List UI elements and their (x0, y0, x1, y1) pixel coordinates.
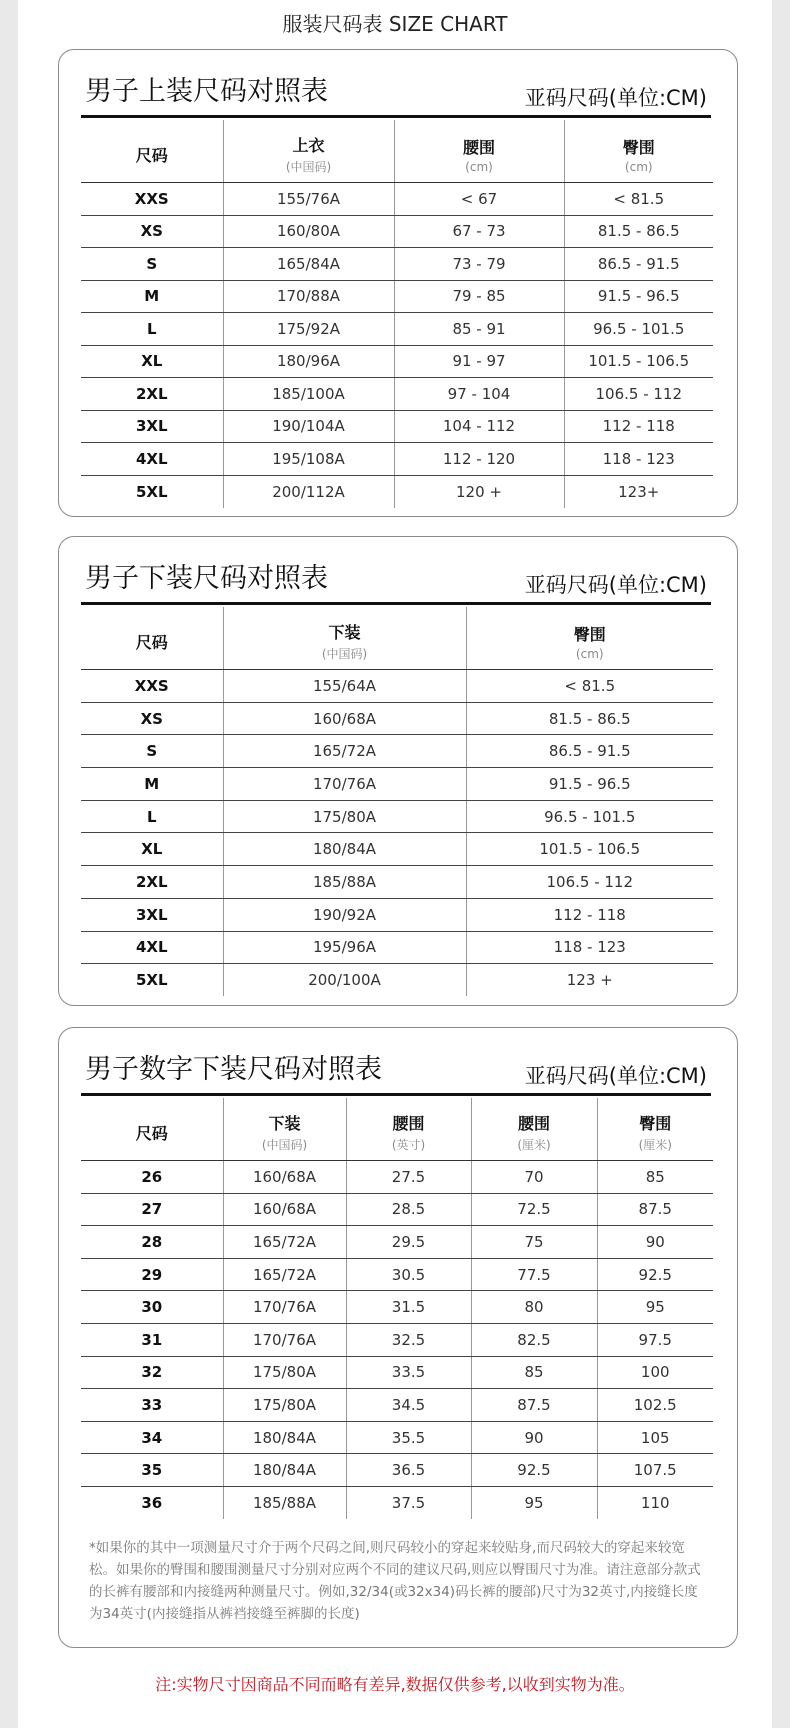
column-header (394, 120, 564, 183)
value-cell: 170/88A (223, 280, 394, 313)
value-cell: 32.5 (346, 1323, 471, 1356)
column-header (223, 607, 466, 670)
table-row (81, 1356, 713, 1389)
bottoms-card-title: 男子下装尺码对照表 (85, 563, 328, 594)
value-cell: 118 - 123 (564, 443, 713, 476)
column-header-label: 上衣 (292, 136, 325, 155)
value-cell: 91 - 97 (394, 345, 564, 378)
value-cell: 185/88A (223, 866, 466, 899)
value-cell: 185/88A (223, 1486, 346, 1519)
table-row (81, 768, 713, 801)
value-cell: 190/92A (223, 898, 466, 931)
column-header-label: 臀围 (622, 137, 655, 157)
table-row (81, 702, 713, 735)
column-header-label: 臀围 (639, 1114, 672, 1133)
header-rule (81, 602, 711, 605)
table-row (81, 1454, 713, 1487)
value-cell: 160/68A (223, 1161, 346, 1194)
value-cell: 95 (597, 1291, 713, 1324)
measurement-note: *如果你的其中一项测量尺寸介于两个尺码之间,则尺码较小的穿起来较贴身,而尺码较大的穿起来较宽松。如果你的臀围和腰围测量尺寸分别对应两个不同的建议尺码,则应以臀围尺寸为准。请注意部分款式的长裤有腰部和内接缝两种测量尺寸。例如,32/34(或32x34)码长裤的腰部)尺寸为32英寸,内接缝长度为34英寸(内接缝指从裤裆接缝至裤脚的长度) (89, 1540, 701, 1622)
value-cell: 85 - 91 (394, 313, 564, 346)
right-border-pattern (772, 0, 790, 1728)
size-cell: XXS (81, 670, 223, 703)
size-cell: XL (81, 833, 223, 866)
table-row (81, 345, 713, 378)
value-cell: 175/80A (223, 800, 466, 833)
tops-size-card (58, 49, 738, 517)
value-cell: 79 - 85 (394, 280, 564, 313)
size-cell: 28 (81, 1226, 223, 1259)
size-cell: 29 (81, 1258, 223, 1291)
size-cell: 3XL (81, 410, 223, 443)
column-header-label: 尺码 (135, 145, 168, 165)
value-cell: 72.5 (471, 1193, 597, 1226)
tops-card-unit: 亚码尺码(单位:CM) (524, 86, 707, 110)
value-cell: 67 - 73 (394, 215, 564, 248)
value-cell: 165/72A (223, 735, 466, 768)
size-cell: XL (81, 345, 223, 378)
value-cell: 112 - 118 (564, 410, 713, 443)
column-header-label: 腰围 (392, 1114, 425, 1133)
value-cell: 101.5 - 106.5 (564, 345, 713, 378)
table-row (81, 898, 713, 931)
value-cell: 87.5 (471, 1389, 597, 1422)
value-cell: 36.5 (346, 1454, 471, 1487)
value-cell: 106.5 - 112 (466, 866, 713, 899)
value-cell: 106.5 - 112 (564, 378, 713, 411)
value-cell: 31.5 (346, 1291, 471, 1324)
value-cell: 195/96A (223, 931, 466, 964)
value-cell: 160/80A (223, 215, 394, 248)
value-cell: 77.5 (471, 1258, 597, 1291)
size-cell: 31 (81, 1323, 223, 1356)
size-cell: 36 (141, 1493, 163, 1512)
value-cell: 123 + (466, 964, 713, 997)
header-rule (81, 115, 711, 118)
numeric-size-card (58, 1027, 738, 1648)
column-header (223, 1098, 346, 1161)
column-header (471, 1098, 597, 1161)
tops-card-header (81, 64, 711, 118)
column-header-unit: (中国码) (261, 1138, 308, 1152)
value-cell: 105 (597, 1421, 713, 1454)
size-cell: 27 (81, 1193, 223, 1226)
column-header (564, 120, 713, 183)
size-cell: S (81, 735, 223, 768)
value-cell: 27.5 (346, 1161, 471, 1194)
size-cell: M (81, 280, 223, 313)
column-header-unit: (cm) (624, 159, 653, 174)
table-row (81, 378, 713, 411)
table-row (81, 313, 713, 346)
value-cell: 97 - 104 (394, 378, 564, 411)
table-row (81, 964, 713, 997)
table-row (81, 1161, 713, 1194)
table-row (81, 215, 713, 248)
size-cell: 34 (81, 1421, 223, 1454)
bottoms-size-table (81, 607, 713, 996)
value-cell: 185/100A (223, 378, 394, 411)
value-cell: 155/76A (223, 183, 394, 216)
value-cell: 91.5 - 96.5 (466, 768, 713, 801)
column-header-unit: (中国码) (321, 647, 368, 661)
table-row (81, 1258, 713, 1291)
value-cell: 175/92A (223, 313, 394, 346)
table-row (81, 800, 713, 833)
value-cell: 170/76A (223, 1323, 346, 1356)
column-header-label: 尺码 (135, 1123, 168, 1143)
value-cell: 85 (597, 1161, 713, 1194)
page-title: 服装尺码表 SIZE CHART (282, 12, 508, 36)
value-cell: 92.5 (471, 1454, 597, 1487)
value-cell: 165/84A (223, 248, 394, 281)
size-cell: 35 (81, 1454, 223, 1487)
value-cell: 180/84A (223, 1421, 346, 1454)
column-header-unit: (cm) (575, 646, 604, 661)
column-header (223, 120, 394, 183)
bottoms-card-header (81, 551, 711, 605)
value-cell: 90 (597, 1226, 713, 1259)
value-cell: 165/72A (223, 1226, 346, 1259)
value-cell: 87.5 (597, 1193, 713, 1226)
size-cell: XXS (81, 183, 223, 216)
column-header (81, 1098, 223, 1161)
value-cell: < 81.5 (564, 183, 713, 216)
value-cell: 104 - 112 (394, 410, 564, 443)
value-cell: 170/76A (223, 768, 466, 801)
value-cell: < 81.5 (466, 670, 713, 703)
table-row (81, 1193, 713, 1226)
column-header-unit: (厘米) (517, 1138, 551, 1152)
value-cell: 97.5 (597, 1323, 713, 1356)
value-cell: 102.5 (597, 1389, 713, 1422)
size-cell: 32 (81, 1356, 223, 1389)
column-header (81, 607, 223, 670)
table-row (81, 833, 713, 866)
size-cell: 5XL (135, 482, 168, 501)
size-cell: 4XL (81, 931, 223, 964)
value-cell: 29.5 (346, 1226, 471, 1259)
table-row (81, 183, 713, 216)
value-cell: 120 + (394, 475, 564, 508)
column-header-label: 腰围 (462, 137, 495, 157)
disclaimer-footnote: 注:实物尺寸因商品不同而略有差异,数据仅供参考,以收到实物为准。 (155, 1675, 635, 1694)
value-cell: 190/104A (223, 410, 394, 443)
value-cell: 110 (597, 1486, 713, 1519)
value-cell: 160/68A (223, 1193, 346, 1226)
numeric-card-header (81, 1042, 711, 1096)
table-row (81, 410, 713, 443)
size-cell: 3XL (81, 898, 223, 931)
size-cell: XS (81, 215, 223, 248)
value-cell: 85 (471, 1356, 597, 1389)
size-cell: 4XL (81, 443, 223, 476)
column-header-label: 臀围 (573, 624, 606, 644)
value-cell: 75 (471, 1226, 597, 1259)
column-header-unit: (cm) (465, 159, 493, 174)
value-cell: 180/84A (223, 1454, 346, 1487)
value-cell: 200/112A (223, 475, 394, 508)
size-cell: L (81, 313, 223, 346)
value-cell: 90 (471, 1421, 597, 1454)
size-cell: 5XL (135, 971, 168, 990)
value-cell: 155/64A (223, 670, 466, 703)
size-cell: S (81, 248, 223, 281)
column-header-label: 腰围 (517, 1114, 550, 1133)
value-cell: 180/84A (223, 833, 466, 866)
value-cell: 81.5 - 86.5 (564, 215, 713, 248)
value-cell: 200/100A (223, 964, 466, 997)
size-cell: M (81, 768, 223, 801)
value-cell: 33.5 (346, 1356, 471, 1389)
value-cell: 123+ (564, 475, 713, 508)
value-cell: 118 - 123 (466, 931, 713, 964)
value-cell: < 67 (394, 183, 564, 216)
column-header-unit: (厘米) (638, 1138, 672, 1152)
value-cell: 160/68A (223, 702, 466, 735)
value-cell: 82.5 (471, 1323, 597, 1356)
column-header-label: 尺码 (135, 632, 168, 652)
value-cell: 107.5 (597, 1454, 713, 1487)
column-header (466, 607, 713, 670)
column-header-label: 下装 (268, 1114, 301, 1133)
numeric-size-table (81, 1098, 713, 1519)
value-cell: 35.5 (346, 1421, 471, 1454)
value-cell: 86.5 - 91.5 (466, 735, 713, 768)
value-cell: 81.5 - 86.5 (466, 702, 713, 735)
header-rule (81, 1093, 711, 1096)
table-row (81, 1389, 713, 1422)
value-cell: 96.5 - 101.5 (564, 313, 713, 346)
value-cell: 180/96A (223, 345, 394, 378)
value-cell: 165/72A (223, 1258, 346, 1291)
value-cell: 92.5 (597, 1258, 713, 1291)
column-header-unit: (英寸) (391, 1138, 426, 1152)
table-row (81, 735, 713, 768)
table-row (81, 931, 713, 964)
value-cell: 34.5 (346, 1389, 471, 1422)
column-header (346, 1098, 471, 1161)
numeric-card-title: 男子数字下装尺码对照表 (85, 1054, 382, 1085)
column-header (81, 120, 223, 183)
value-cell: 80 (471, 1291, 597, 1324)
table-row (81, 280, 713, 313)
table-row (81, 1226, 713, 1259)
value-cell: 112 - 120 (394, 443, 564, 476)
value-cell: 170/76A (223, 1291, 346, 1324)
table-row (81, 670, 713, 703)
table-row (81, 1486, 713, 1519)
value-cell: 112 - 118 (466, 898, 713, 931)
column-header-unit: (中国码) (285, 160, 332, 174)
value-cell: 28.5 (346, 1193, 471, 1226)
value-cell: 175/80A (223, 1389, 346, 1422)
value-cell: 175/80A (223, 1356, 346, 1389)
size-cell: 26 (81, 1161, 223, 1194)
size-cell: 2XL (81, 378, 223, 411)
value-cell: 86.5 - 91.5 (564, 248, 713, 281)
value-cell: 30.5 (346, 1258, 471, 1291)
column-header (597, 1098, 713, 1161)
bottoms-card-unit: 亚码尺码(单位:CM) (524, 573, 707, 597)
table-row (81, 248, 713, 281)
value-cell: 70 (471, 1161, 597, 1194)
table-row (81, 1291, 713, 1324)
table-row (81, 475, 713, 508)
table-row (81, 1421, 713, 1454)
left-border-pattern (0, 0, 18, 1728)
size-cell: 30 (81, 1291, 223, 1324)
size-cell: 33 (81, 1389, 223, 1422)
table-row (81, 1323, 713, 1356)
value-cell: 37.5 (346, 1486, 471, 1519)
tops-size-table (81, 120, 713, 508)
value-cell: 101.5 - 106.5 (466, 833, 713, 866)
size-cell: 2XL (81, 866, 223, 899)
value-cell: 73 - 79 (394, 248, 564, 281)
value-cell: 95 (471, 1486, 597, 1519)
table-row (81, 866, 713, 899)
numeric-card-unit: 亚码尺码(单位:CM) (524, 1064, 707, 1088)
value-cell: 100 (597, 1356, 713, 1389)
bottoms-size-card (58, 536, 738, 1006)
value-cell: 96.5 - 101.5 (466, 800, 713, 833)
table-row (81, 443, 713, 476)
tops-card-title: 男子上装尺码对照表 (85, 76, 328, 107)
value-cell: 91.5 - 96.5 (564, 280, 713, 313)
size-cell: XS (81, 702, 223, 735)
size-cell: L (81, 800, 223, 833)
value-cell: 195/108A (223, 443, 394, 476)
column-header-label: 下装 (328, 623, 361, 642)
